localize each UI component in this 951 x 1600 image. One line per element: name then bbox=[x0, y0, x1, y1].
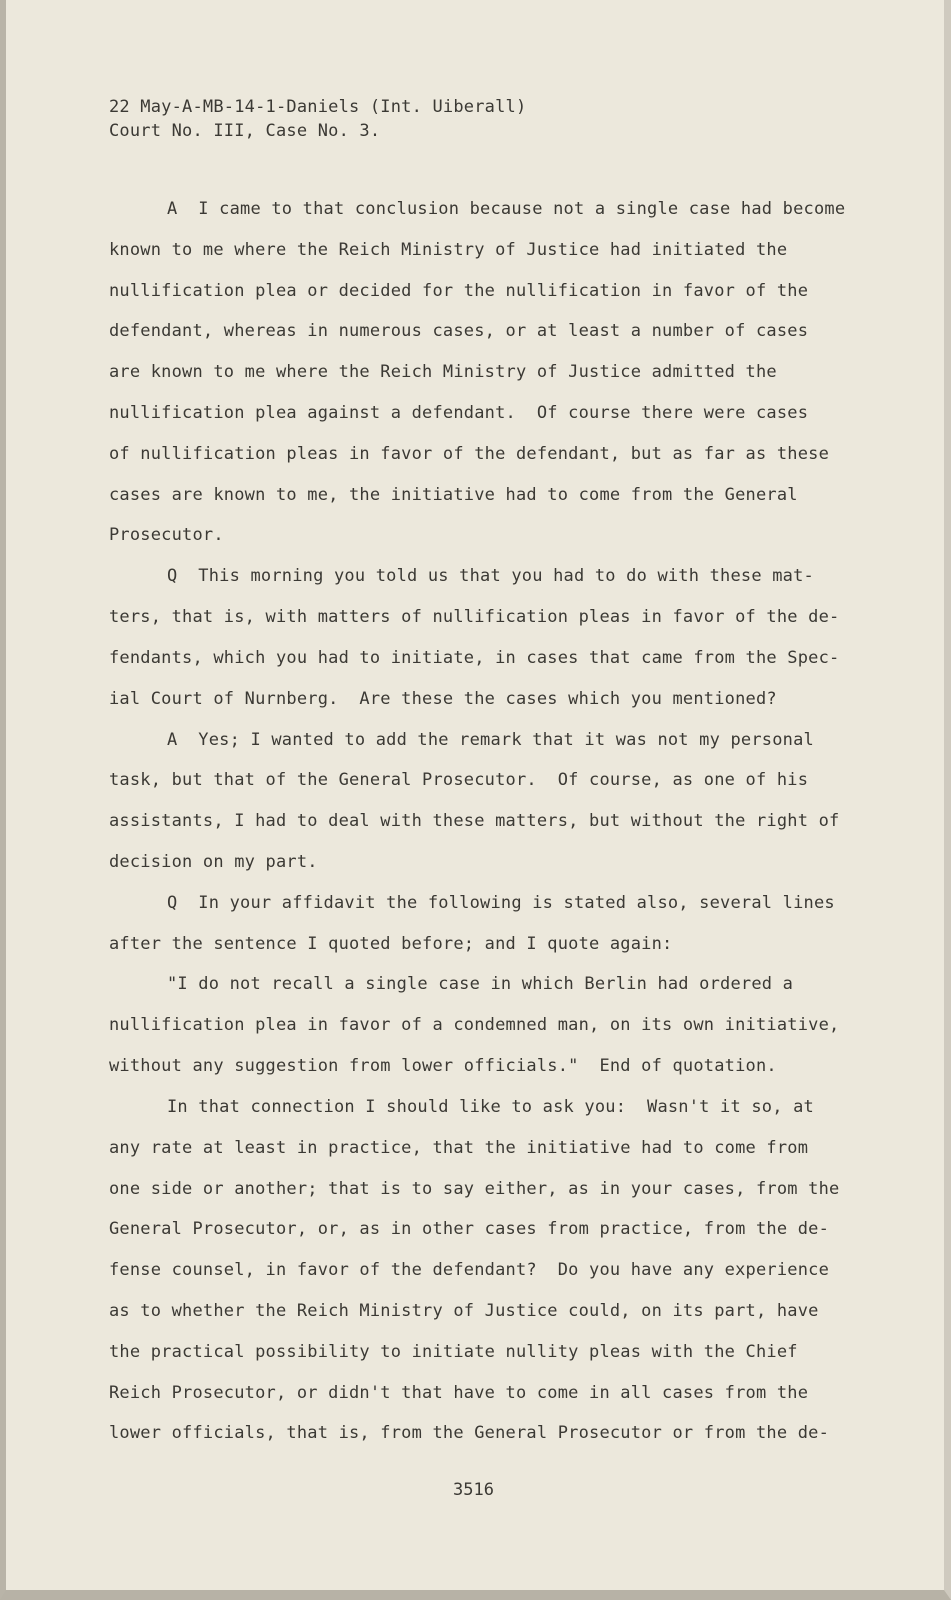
body-line: A Yes; I wanted to add the remark that it was not my personal bbox=[167, 730, 814, 750]
body-line: assistants, I had to deal with these matters, but without the right of bbox=[109, 811, 840, 831]
body-line: cases are known to me, the initiative had to come from the General bbox=[109, 485, 798, 505]
body-line: known to me where the Reich Ministry of Justice had initiated the bbox=[109, 240, 788, 260]
body-line: A I came to that conclusion because not a single case had become bbox=[167, 199, 846, 219]
body-line: defendant, whereas in numerous cases, or at least a number of cases bbox=[109, 321, 809, 341]
header-line-2: Court No. III, Case No. 3. bbox=[109, 121, 381, 141]
body-line: any rate at least in practice, that the initiative had to come from bbox=[109, 1138, 809, 1158]
body-line: after the sentence I quoted before; and I quote again: bbox=[109, 934, 673, 954]
body-line: nullification plea against a defendant. Of course there were cases bbox=[109, 403, 809, 423]
body-line: are known to me where the Reich Ministry of Justice admitted the bbox=[109, 362, 777, 382]
body-line: the practical possibility to initiate nullity pleas with the Chief bbox=[109, 1342, 798, 1362]
body-line: Q This morning you told us that you had to do with these mat- bbox=[167, 566, 814, 586]
body-line: fendants, which you had to initiate, in cases that came from the Spec- bbox=[109, 648, 840, 668]
body-line: In that connection I should like to ask you: Wasn't it so, at bbox=[167, 1097, 814, 1117]
body-line: decision on my part. bbox=[109, 852, 318, 872]
body-line: fense counsel, in favor of the defendant? Do you have any experience bbox=[109, 1260, 830, 1280]
quoted-line: "I do not recall a single case in which Berlin had ordered a bbox=[167, 974, 794, 994]
body-line: ters, that is, with matters of nullification pleas in favor of the de- bbox=[109, 607, 840, 627]
body-line: Q In your affidavit the following is stated also, several lines bbox=[167, 893, 835, 913]
page-number: 3516 bbox=[453, 1480, 494, 1500]
body-line: General Prosecutor, or, as in other cases from practice, from the de- bbox=[109, 1219, 830, 1239]
body-line: task, but that of the General Prosecutor. Of course, as one of his bbox=[109, 770, 809, 790]
body-line: Reich Prosecutor, or didn't that have to come in all cases from the bbox=[109, 1383, 809, 1403]
body-line: nullification plea or decided for the nullification in favor of the bbox=[109, 281, 809, 301]
body-line: lower officials, that is, from the General Prosecutor or from the de- bbox=[109, 1423, 830, 1443]
body-line: one side or another; that is to say either, as in your cases, from the bbox=[109, 1179, 840, 1199]
quoted-line: without any suggestion from lower officials." End of quotation. bbox=[109, 1056, 777, 1076]
body-line: of nullification pleas in favor of the defendant, but as far as these bbox=[109, 444, 830, 464]
document-header bbox=[109, 95, 526, 143]
body-line: ial Court of Nurnberg. Are these the cases which you mentioned? bbox=[109, 689, 777, 709]
quoted-line: nullification plea in favor of a condemned man, on its own initiative, bbox=[109, 1015, 840, 1035]
body-line: as to whether the Reich Ministry of Justice could, on its part, have bbox=[109, 1301, 819, 1321]
body-line: Prosecutor. bbox=[109, 525, 224, 545]
header-line-1: 22 May-A-MB-14-1-Daniels (Int. Uiberall) bbox=[109, 97, 527, 117]
